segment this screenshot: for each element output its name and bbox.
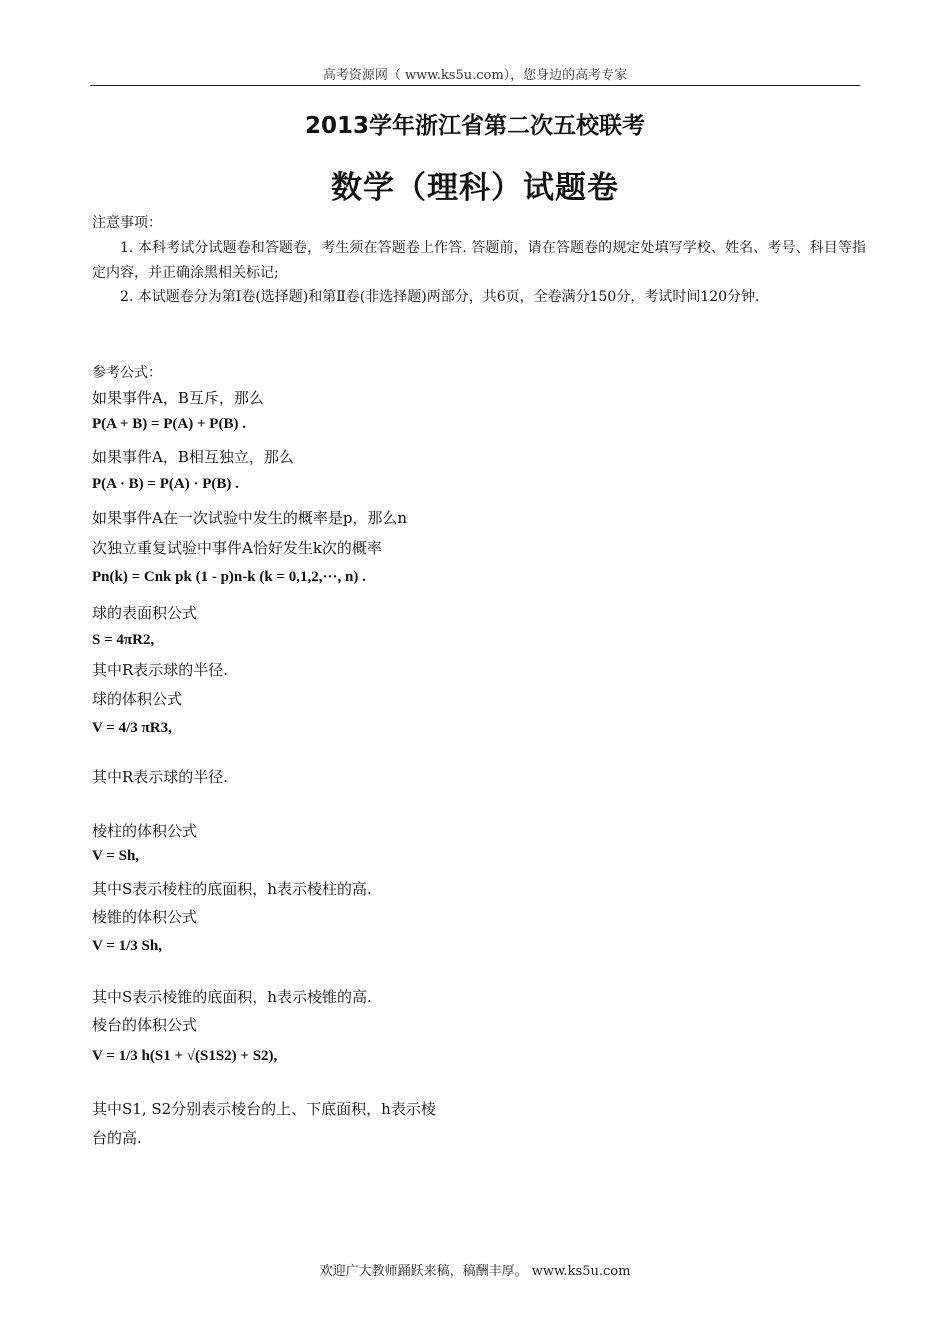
sphere-area-label: 球的表面积公式 — [92, 604, 198, 622]
binomial-formula: Pn(k) = Cnk pk (1 - p)n-k (k = 0,1,2,···, n) . — [92, 569, 366, 585]
pyramid-note: 其中S表示棱锥的底面积，h表示棱锥的高. — [92, 988, 372, 1006]
frustum-note-2: 台的高. — [92, 1129, 142, 1147]
prism-formula: V = Sh, — [92, 848, 140, 864]
exclusive-formula: P(A + B) = P(A) + P(B) . — [92, 416, 246, 432]
frustum-formula: V = 1/3 h(S1 + √(S1S2) + S2), — [92, 1048, 278, 1064]
frustum-label: 棱台的体积公式 — [92, 1016, 198, 1034]
sphere-area-note: 其中R表示球的半径. — [92, 661, 229, 679]
sphere-volume-note: 其中R表示球的半径. — [92, 768, 229, 786]
frustum-note-1: 其中S1, S2分别表示棱台的上、下底面积，h表示棱 — [92, 1100, 436, 1118]
binomial-intro-2: 次独立重复试验中事件A恰好发生k次的概率 — [92, 539, 382, 557]
page-footer: 欢迎广大教师踊跃来稿，稿酬丰厚。 www.ks5u.com — [319, 1264, 631, 1279]
sphere-volume-formula: V = 4/3 πR3, — [92, 720, 172, 736]
independent-intro: 如果事件A，B相互独立，那么 — [92, 448, 294, 466]
binomial-intro-1: 如果事件A在一次试验中发生的概率是p，那么n — [92, 509, 408, 527]
pyramid-label: 棱锥的体积公式 — [92, 908, 198, 926]
sphere-area-formula: S = 4πR2, — [92, 632, 155, 648]
notice-item-1: 1. 本科考试分试题卷和答题卷，考生须在答题卷上作答. 答题前，请在答题卷的规定处填写学校、姓名、考号、科目等指定内容，并正确涂黑相关标记; — [92, 240, 866, 281]
exam-title: 2013学年浙江省第二次五校联考 — [304, 113, 645, 139]
prism-note: 其中S表示棱柱的底面积，h表示棱柱的高. — [92, 880, 372, 898]
independent-formula: P(A · B) = P(A) · P(B) . — [92, 476, 239, 492]
notice-item-2: 2. 本试题卷分为第Ⅰ卷(选择题)和第Ⅱ卷(非选择题)两部分，共6页，全卷满分150分，考试时间120分钟. — [120, 289, 760, 305]
header-divider — [90, 85, 860, 86]
notice-heading: 注意事项： — [92, 215, 162, 231]
pyramid-formula: V = 1/3 Sh, — [92, 938, 162, 954]
formulas-heading: 参考公式： — [92, 365, 162, 381]
prism-label: 棱柱的体积公式 — [92, 822, 198, 840]
sphere-volume-label: 球的体积公式 — [92, 690, 183, 708]
page-header: 高考资源网（ www.ks5u.com），您身边的高考专家 — [322, 68, 628, 83]
exclusive-intro: 如果事件A，B互斥，那么 — [92, 389, 264, 407]
exam-subject-title: 数学（理科）试题卷 — [331, 170, 619, 206]
